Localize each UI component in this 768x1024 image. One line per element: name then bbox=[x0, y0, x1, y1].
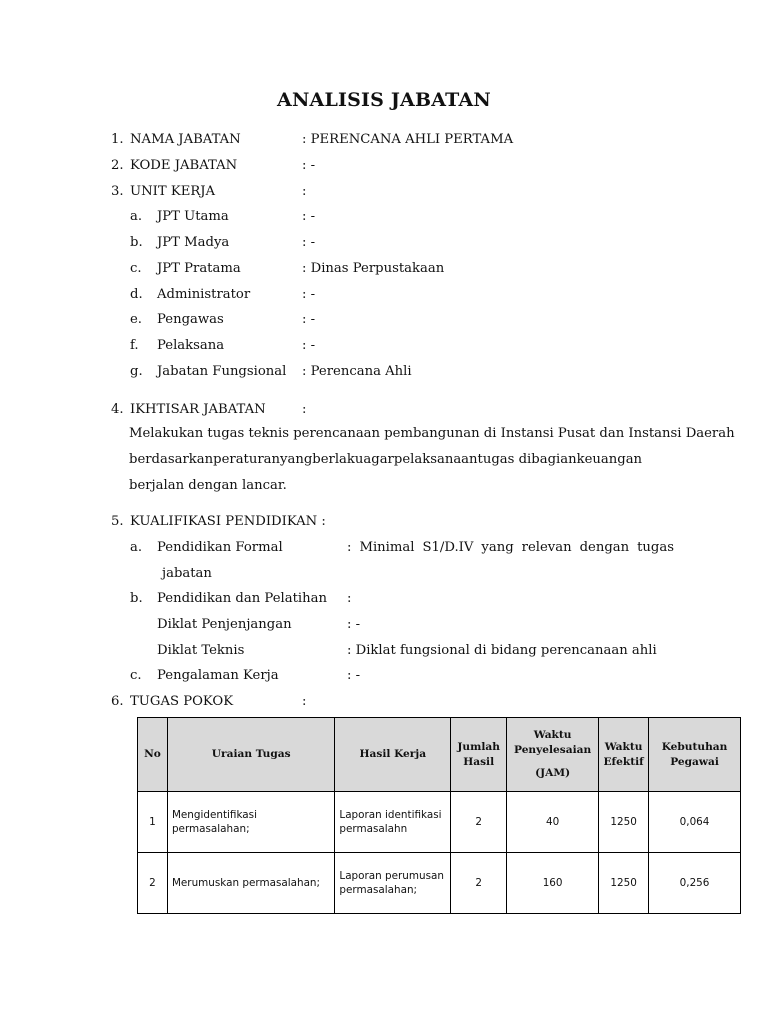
item-label: Diklat Teknis bbox=[157, 643, 245, 658]
word: relevan bbox=[521, 540, 572, 555]
cell-hasil: Laporan perumusan permasalahan; bbox=[335, 853, 451, 914]
item-label: JPT Utama bbox=[157, 209, 229, 224]
item-value: : Diklat fungsional di bidang perencanaan ahli bbox=[347, 643, 657, 658]
item-value: : - bbox=[347, 668, 361, 683]
word: S1/D.IV bbox=[422, 540, 474, 555]
item-label: Pengawas bbox=[157, 312, 224, 327]
cell-waktu: 160 bbox=[507, 853, 599, 914]
item-number: e. bbox=[130, 312, 142, 327]
item-label: Administrator bbox=[157, 287, 251, 302]
item-label: TUGAS POKOK bbox=[130, 694, 234, 709]
header-no: No bbox=[138, 718, 168, 792]
item-value: : bbox=[302, 402, 307, 417]
item-number: a. bbox=[130, 540, 143, 555]
page-title: ANALISIS JABATAN bbox=[277, 89, 491, 111]
item-label: Pendidikan dan Pelatihan bbox=[157, 591, 327, 606]
item-value: : bbox=[347, 591, 352, 606]
header-waktu-efektif: Waktu Efektif bbox=[599, 718, 649, 792]
word: yang bbox=[481, 540, 514, 555]
word: pelaksanaan bbox=[393, 452, 478, 467]
item-label: KODE JABATAN bbox=[130, 158, 238, 173]
item-label: IKHTISAR JABATAN bbox=[130, 402, 266, 417]
item-number: b. bbox=[130, 235, 143, 250]
word: peraturan bbox=[213, 452, 281, 467]
item-value: : bbox=[302, 184, 307, 199]
word: tugas bbox=[477, 452, 515, 467]
cell-uraian: Merumuskan permasalahan; bbox=[167, 853, 334, 914]
table-row bbox=[138, 792, 741, 853]
item-number: d. bbox=[130, 287, 143, 302]
item-value: : - bbox=[302, 235, 316, 250]
cell-no: 1 bbox=[138, 792, 168, 853]
item-value: : - bbox=[302, 312, 316, 327]
tugas-pokok-table bbox=[137, 717, 741, 914]
cell-waktu: 40 bbox=[507, 792, 599, 853]
header-kebutuhan-pegawai: Kebutuhan Pegawai bbox=[649, 718, 741, 792]
word: : bbox=[347, 540, 352, 555]
cell-no: 2 bbox=[138, 853, 168, 914]
cell-kebutuhan: 0,256 bbox=[649, 853, 741, 914]
ikhtisar-line: berjalan dengan lancar. bbox=[129, 478, 287, 493]
word: keuangan bbox=[576, 452, 643, 467]
item-label: JPT Pratama bbox=[157, 261, 241, 276]
cell-hasil: Laporan identifikasi permasalahn bbox=[335, 792, 451, 853]
item-value: : - bbox=[302, 209, 316, 224]
word: Minimal bbox=[359, 540, 415, 555]
header-uraian-tugas: Uraian Tugas bbox=[167, 718, 334, 792]
item-number: 4. bbox=[111, 402, 124, 417]
item-number: a. bbox=[130, 209, 143, 224]
item-label: NAMA JABATAN bbox=[130, 132, 241, 147]
item-value: : - bbox=[347, 617, 361, 632]
item-value: : Dinas Perpustakaan bbox=[302, 261, 445, 276]
cell-jumlah: 2 bbox=[451, 853, 507, 914]
item-label: Pendidikan Formal bbox=[157, 540, 283, 555]
header-jumlah-hasil: Jumlah Hasil bbox=[451, 718, 507, 792]
item-label: Jabatan Fungsional bbox=[157, 364, 287, 379]
item-value bbox=[347, 539, 674, 557]
item-number: 3. bbox=[111, 184, 124, 199]
item-number: c. bbox=[130, 668, 142, 683]
item-value: jabatan bbox=[162, 566, 212, 581]
item-label: Pengalaman Kerja bbox=[157, 668, 279, 683]
item-number: c. bbox=[130, 261, 142, 276]
item-label: JPT Madya bbox=[157, 235, 230, 250]
word: di bbox=[514, 452, 532, 467]
item-label: Pelaksana bbox=[157, 338, 225, 353]
item-value: : - bbox=[302, 158, 316, 173]
ikhtisar-paragraph bbox=[129, 421, 735, 499]
item-value: : - bbox=[302, 338, 316, 353]
item-label: Diklat Penjenjangan bbox=[157, 617, 292, 632]
item-value: : PERENCANA AHLI PERTAMA bbox=[302, 132, 514, 147]
cell-kebutuhan: 0,064 bbox=[649, 792, 741, 853]
word: agar bbox=[363, 452, 394, 467]
item-number: g. bbox=[130, 364, 143, 379]
item-value: : bbox=[302, 694, 307, 709]
ikhtisar-line bbox=[129, 447, 674, 473]
header-hasil-kerja: Hasil Kerja bbox=[335, 718, 451, 792]
header-jam-label: (JAM) bbox=[535, 767, 571, 779]
word: tugas bbox=[637, 540, 674, 555]
item-label: UNIT KERJA bbox=[130, 184, 216, 199]
word: berdasarkan bbox=[129, 452, 214, 467]
item-number: 5. bbox=[111, 514, 124, 529]
item-value: : - bbox=[302, 287, 316, 302]
item-number: 2. bbox=[111, 158, 124, 173]
item-value: : Perencana Ahli bbox=[302, 364, 412, 379]
word: dengan bbox=[579, 540, 630, 555]
cell-efektif: 1250 bbox=[599, 792, 649, 853]
header-waktu-penyelesaian bbox=[507, 718, 599, 792]
item-number: 6. bbox=[111, 694, 124, 709]
table-row bbox=[138, 853, 741, 914]
item-number: 1. bbox=[111, 132, 124, 147]
ikhtisar-line: Melakukan tugas teknis perencanaan pembangunan di Instansi Pusat dan Instansi Daerah bbox=[129, 426, 735, 441]
word: berlaku bbox=[312, 452, 364, 467]
item-number: b. bbox=[130, 591, 143, 606]
header-waktu-label: Waktu Penyelesaian bbox=[514, 729, 592, 756]
cell-uraian: Mengidentifikasi permasalahan; bbox=[167, 792, 334, 853]
item-label: KUALIFIKASI PENDIDIKAN : bbox=[130, 514, 326, 529]
table-header-row bbox=[138, 718, 741, 792]
item-number: f. bbox=[130, 338, 139, 353]
cell-jumlah: 2 bbox=[451, 792, 507, 853]
word: bagian bbox=[531, 452, 577, 467]
word: yang bbox=[280, 452, 313, 467]
cell-efektif: 1250 bbox=[599, 853, 649, 914]
